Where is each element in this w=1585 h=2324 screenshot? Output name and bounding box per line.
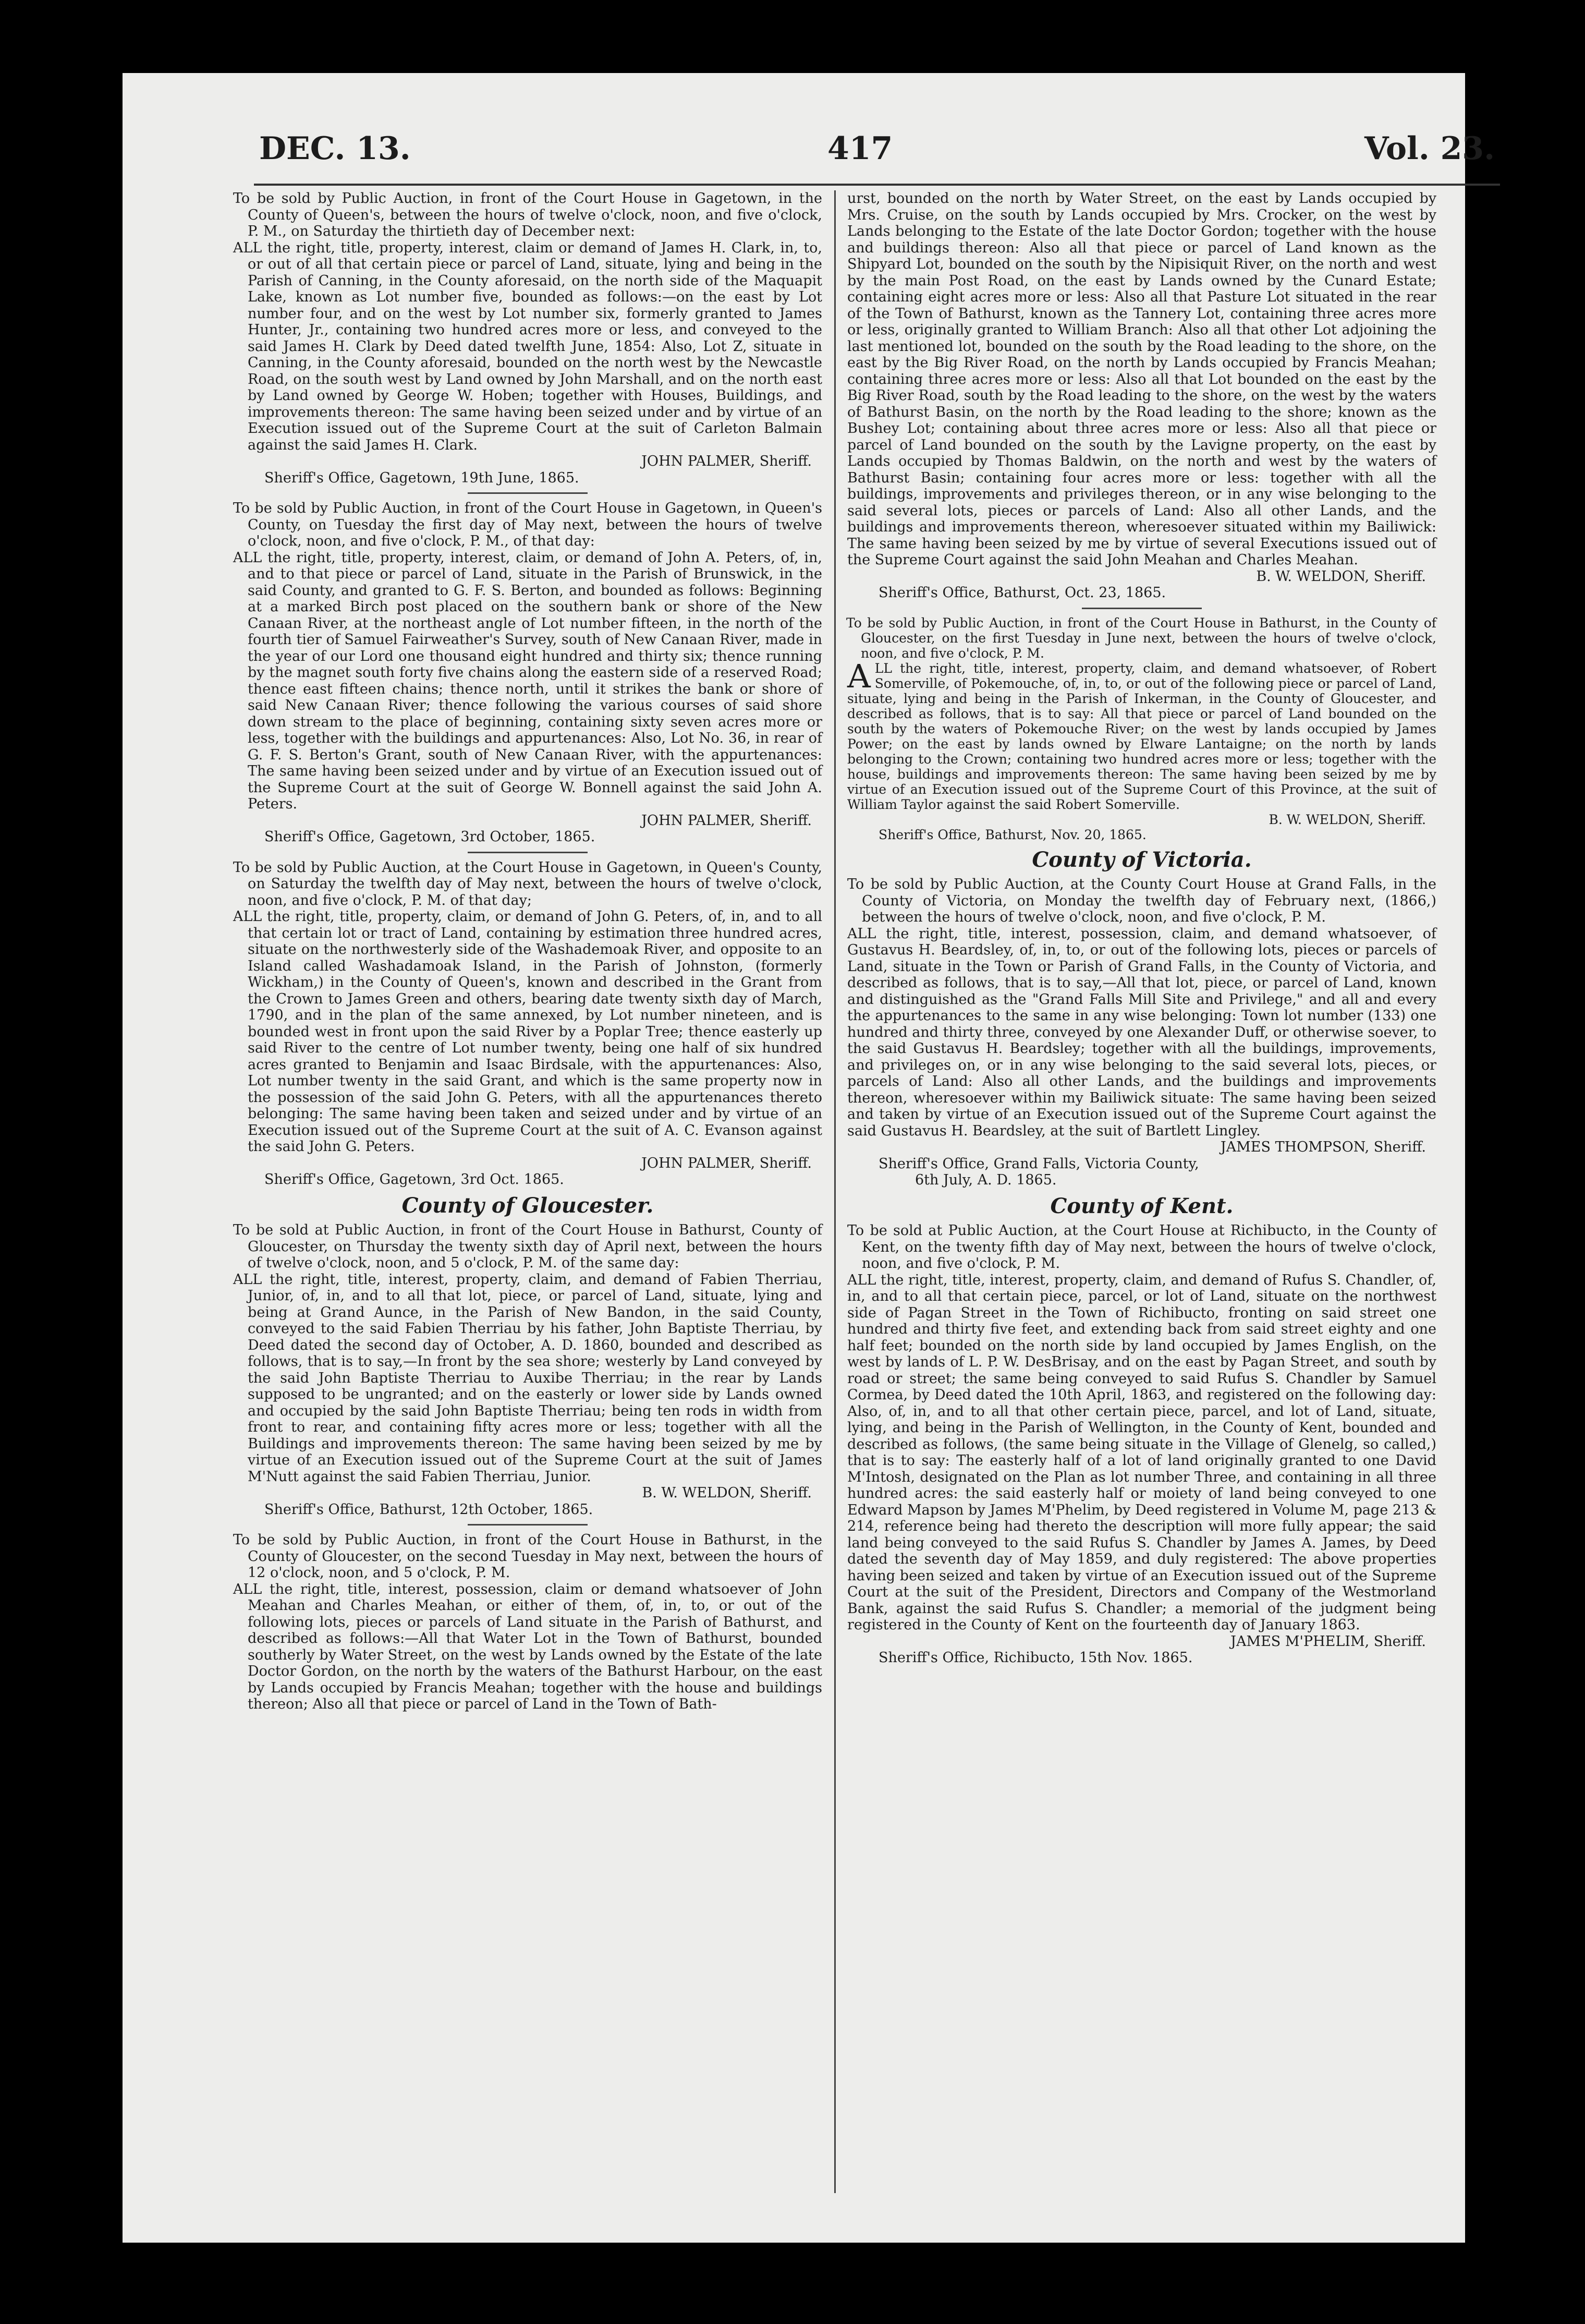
notice-body: urst, bounded on the north by Water Street, on the east by Lands occupied by Mrs. Cruise, on the south by Lands occupied by Mrs. Crocker, on the west by Lands belonging to the Estate of the late Doctor Gordon; together with the house and buildings thereon: Also all that piece or parcel of Land known as the Shipyard Lot, bounded on the south by the Nipisiquit River, on the north and west by the main Post Road, on the east by Lands owned by the Cunard Estate; containing eight acres more or less: Also all that Pasture Lot situated in the rear of the Town of Bathurst, known as the Tannery Lot, containing three acres more or less, originally granted to William Branch: Also all that other Lot adjoining the last mentioned lot, bounded on the south by the Road leading to the shore, on the east by the Big River Road, on the north by Lands occupied by Francis Meahan; containing three acres more or less: Also all that Lot bounded on the east by the Big River Road, south by the Road leading to the shore, on the west by the waters of Bathurst Basin, on the north by the Road leading to the shore; known as the Bushey Lot; containing about three acres more or less: Also all that piece or parcel of Land bounded on the south by the Lavigne property, on the east by Lands occupied by Thomas Baldwin, on the north and west by the waters of Bathurst Basin; containing four acres more or less: together with all the buildings, improvements and privileges thereon, or in any wise belonging to the said several lots, pieces or parcels of Land: Also all other Lands, and the buildings and improvements thereon, wheresoever situated within my Bailiwick: The same having been seized by me by virtue of several Executions issued out of the Supreme Court against the said John Meahan and Charles Meahan.: [847, 190, 1436, 568]
notice-signature: B. W. WELDON, Sheriff.: [1256, 568, 1426, 585]
notice-separator: [1082, 608, 1202, 609]
notice-signature: JOHN PALMER, Sheriff.: [641, 812, 812, 829]
page-number: 417: [827, 130, 893, 167]
notice-office: Sheriff's Office, Gagetown, 19th June, 1865.: [264, 469, 579, 486]
notice-lead: To be sold by Public Auction, in front of the Court House in Gagetown, in the County of Queen's, between the hours of twelve o'clock, noon, and five o'clock, P. M., on Saturday the thirtieth day of December next:: [233, 190, 822, 239]
newspaper-page: [123, 73, 1495, 2243]
drop-cap: A: [847, 657, 871, 695]
notice-therriau: [233, 1222, 822, 1518]
notice-body: ALL the right, title, interest, property, claim, and demand of Rufus S. Chandler, of, in, and to all that certain piece, parcel, or lot of Land, situate on the northwest side of Pagan Street in the Town of Richibucto, fronting on said street one hundred and thirty five feet, and extending back from said street eighty and one half feet; bounded on the north side by land occupied by James English, on the west by lands of L. P. W. DesBrisay, and on the east by Pagan Street, and south by road or street; the same being conveyed to said Rufus S. Chandler by Samuel Cormea, by Deed dated the 10th April, 1863, and registered on the following day: Also, of, in, and to all that other certain piece, parcel, and lot of Land, situate, lying, and being in the Parish of Wellington, in the County of Kent, bounded and described as follows, (the same being situate in the Village of Glenelg, so called,) that is to say: The easterly half of a lot of land originally granted to one David M'Intosh, designated on the Plan as lot number Three, and containing in all three hundred acres: the said easterly half or moiety of land being conveyed to one Edward Mapson by James M'Phelim, by Deed registered in Volume M, page 213 & 214, reference being had thereto the description will more fully appear; the said land being conveyed to the said Rufus S. Chandler by James A. James, by Deed dated the seventh day of May 1859, and duly registered: The above properties having been seized and taken by virtue of an Execution issued out of the Supreme Court at the suit of the President, Directors and Company of the Westmorland Bank, against the said Rufus S. Chandler; a memorial of the judgment being registered in the County of Kent on the fourteenth day of January 1863.: [847, 1272, 1436, 1633]
notice-signature: JOHN PALMER, Sheriff.: [641, 453, 812, 469]
notice-office: Sheriff's Office, Bathurst, Oct. 23, 1865.: [879, 585, 1166, 601]
notice-body: ALL the right, title, property, interest, claim or demand of James H. Clark, in, to, or out of all that certain piece or parcel of Land, situate, lying and being in the Parish of Canning, in the County aforesaid, on the north side of the Maquapit Lake, known as Lot number five, bounded as follows:—on the east by Lot number four, and on the west by Lot number six, formerly granted to James Hunter, Jr., containing two hundred acres more or less, and conveyed to the said James H. Clark by Deed dated twelfth June, 1854: Also, Lot Z, situate in Canning, in the County aforesaid, bounded on the north west by the Newcastle Road, on the south west by Land owned by John Marshall, and on the north east by Land owned by George W. Hoben; together with Houses, Buildings, and improvements thereon: The same having been seized under and by virtue of an Execution issued out of the Supreme Court at the suit of Carleton Balmain against the said James H. Clark.: [233, 239, 822, 453]
notice-separator: [468, 1524, 588, 1526]
notice-office: Sheriff's Office, Gagetown, 3rd Oct. 1865.: [264, 1171, 564, 1188]
header-date: DEC. 13.: [259, 130, 411, 167]
notice-body: LL the right, title, interest, property, claim, and demand whatsoever, of Robert Somerville, of Pokemouche, of, in, to, or out of the following piece or parcel of Land, situate, lying and being in the Parish of Inkerman, in the County of Gloucester, and described as follows, that is to say: All that piece or parcel of Land bounded on the south by the waters of Pokemouche River; on the west by lands occupied by James Power; on the east by lands owned by Elware Lantaigne; on the north by lands belonging to the Crown; containing two hundred acres more or less; together with the house, buildings and improvements thereon: The same having been seized by me by virtue of an Execution issued out of the Supreme Court of this Province, at the suit of William Taylor against the said Robert Somerville.: [847, 660, 1436, 812]
notice-body: ALL the right, title, interest, property, claim, and demand of Fabien Therriau, Junior, of, in, and to all that lot, piece, or parcel of Land, situate, lying and being at Grand Aunce, in the Parish of New Bandon, in the said County, conveyed to the said Fabien Therriau by his father, John Baptiste Therriau, by Deed dated the second day of October, A. D. 1860, bounded and described as follows, that is to say,—In front by the sea shore; westerly by Land conveyed by the said John Baptiste Therriau to Auxibe Therriau; in the rear by Lands supposed to be ungranted; and on the easterly or lower side by Lands owned and occupied by the said John Baptiste Therriau; being ten rods in width from front to rear, and containing fifty acres more or less; together with all the Buildings and improvements thereon: The same having been seized by me by virtue of an Execution issued out of the Supreme Court at the suit of James M'Nutt against the said Fabien Therriau, Junior.: [233, 1271, 822, 1485]
notice-clark: [233, 190, 822, 486]
notice-signature: JAMES THOMPSON, Sheriff.: [1220, 1139, 1426, 1155]
notice-meahan-part2: [847, 190, 1436, 601]
notice-separator: [468, 492, 588, 494]
notice-peters-john-g: [233, 860, 822, 1188]
column-divider: [834, 190, 836, 2193]
notice-body: ALL the right, title, interest, possession, claim, and demand whatsoever, of Gustavus H. Beardsley, of, in, to, or out of the following lots, pieces or parcels of Land, situate in the Town or Parish of Grand Falls, in the County of Victoria, and described as follows, that is to say,—All that lot, piece, or parcel of Land, known and distinguished as the "Grand Falls Mill Site and Privilege," and all and every the appurtenances to the same in any wise belonging: Town lot number (133) one hundred and thirty three, conveyed by one Alexander Duff, or otherwise soever, to the said Gustavus H. Beardsley; together with all the buildings, improvements, and privileges on, or in any wise belonging to the said several lots, pieces, or parcels of Land: Also all other Lands, and the buildings and improvements thereon, wheresoever within my Bailiwick situate: The same having been seized and taken by virtue of an Execution issued out of the Supreme Court against the said Gustavus H. Beardsley, at the suit of Bartlett Lingley.: [847, 925, 1436, 1139]
notice-office: Sheriff's Office, Richibucto, 15th Nov. 1865.: [879, 1650, 1193, 1666]
notice-office: Sheriff's Office, Gagetown, 3rd October, 1865.: [264, 829, 595, 845]
header-rule: [254, 184, 1500, 186]
notice-lead: To be sold by Public Auction, at the County Court House at Grand Falls, in the County of Victoria, on Monday the twelfth day of February next, (1866,) between the hours of twelve o'clock, noon, and five o'clock, P. M.: [847, 876, 1436, 925]
page-header: [259, 130, 1495, 198]
notice-lead: To be sold by Public Auction, in front of the Court House in Gagetown, in Queen's County, on Tuesday the first day of May next, between the hours of twelve o'clock, noon, and five o'clock, P. M., of that day:: [233, 500, 822, 549]
notice-separator: [468, 852, 588, 853]
section-heading-gloucester: County of Gloucester.: [401, 1193, 654, 1218]
notice-chandler: [847, 1222, 1436, 1666]
notice-meahan-part1: [233, 1532, 822, 1713]
notice-office: Sheriff's Office, Bathurst, Nov. 20, 1865.: [879, 827, 1147, 842]
notice-lead: To be sold by Public Auction, at the Court House in Gagetown, in Queen's County, on Saturday the twelfth day of May next, between the hours of twelve o'clock, noon, and five o'clock, P. M. of that day;: [233, 859, 822, 909]
notice-body: ALL the right, title, property, claim, or demand of John G. Peters, of, in, and to all that certain lot or tract of Land, containing by estimation three hundred acres, situate on the northwesterly side of the Washademoak River, and opposite to an Island called Washadamoak Island, in the Parish of Johnston, (formerly Wickham,) in the County of Queen's, known and described in the Grant from the Crown to James Green and others, bearing date twenty sixth day of March, 1790, and in the plan of the same annexed, by Lot number nineteen, and is bounded west in front upon the said River by a Poplar Tree; thence easterly up said River to the centre of Lot number twenty, being one half of six hundred acres granted to Benjamin and Isaac Birdsale, with the appurtenances: Also, Lot number twenty in the said Grant, and which is the same property now in the possession of the said John G. Peters, with all the appurtenances thereto belonging: The same having been taken and seized under and by virtue of an Execution issued out of the Supreme Court at the suit of A. C. Evanson against the said John G. Peters.: [233, 909, 822, 1155]
section-heading-kent: County of Kent.: [1050, 1193, 1234, 1218]
notice-body: ALL the right, title, interest, possession, claim or demand whatsoever of John Meahan and Charles Meahan, or either of them, of, in, to, or out of the following lots, pieces or parcels of Land situate in the Parish of Bathurst, and described as follows:—All that Water Lot in the Town of Bathurst, bounded southerly by Water Street, on the west by Lands owned by the Estate of the late Doctor Gordon, on the north by the waters of the Bathurst Harbour, on the east by Lands occupied by Francis Meahan; together with the house and buildings thereon; Also all that piece or parcel of Land in the Town of Bath-: [233, 1581, 822, 1712]
notice-office: Sheriff's Office, Grand Falls, Victoria County,: [879, 1155, 1199, 1172]
left-column: [233, 190, 822, 2204]
notice-lead: To be sold at Public Auction, in front of the Court House in Bathurst, County of Gloucester, on Thursday the twenty sixth day of April next, between the hours of twelve o'clock, noon, and 5 o'clock, P. M. of the same day:: [233, 1222, 822, 1271]
notice-somerville: [847, 615, 1436, 842]
notice-peters-john-a: [233, 500, 822, 845]
volume-number: Vol. 23.: [1364, 130, 1495, 167]
notice-beardsley: [847, 876, 1436, 1189]
notice-body: ALL the right, title, property, interest, claim, or demand of John A. Peters, of, in, and to that piece or parcel of Land, situate in the Parish of Brunswick, in the said County, and granted to G. F. S. Berton, and bounded as follows: Beginning at a marked Birch post placed on the southern bank or shore of the New Canaan River, at the northeast angle of Lot number fifteen, in the north of the fourth tier of Samuel Fairweather's Survey, south of New Canaan River, made in the year of our Lord one thousand eight hundred and thirty six; thence running by the magnet south forty five chains along the eastern side of a reserved Road; thence east fifteen chains; thence north, until it strikes the bank or shore of said New Canaan River; thence following the various courses of said shore down stream to the place of beginning, containing sixty seven acres more or less, together with the buildings and appurtenances: Also, Lot No. 36, in rear of G. F. S. Berton's Grant, south of New Canaan River, with the appurtenances: The same having been seized under and by virtue of an Execution issued out of the Supreme Court at the suit of George W. Bonnell against the said John A. Peters.: [233, 549, 822, 812]
notice-office: Sheriff's Office, Bathurst, 12th October, 1865.: [264, 1501, 593, 1518]
notice-signature: B. W. WELDON, Sheriff.: [1269, 812, 1426, 827]
notice-signature: JAMES M'PHELIM, Sheriff.: [1230, 1633, 1426, 1650]
notice-lead: To be sold by Public Auction, in front of the Court House in Bathurst, in the County of Gloucester, on the second Tuesday in May next, between the hours of 12 o'clock, noon, and 5 o'clock, P. M.: [233, 1532, 822, 1581]
notice-signature: B. W. WELDON, Sheriff.: [642, 1485, 812, 1501]
right-column: [847, 190, 1436, 2204]
notice-lead: To be sold at Public Auction, at the Court House at Richibucto, in the County of Kent, on the twenty fifth day of May next, between the hours of twelve o'clock, noon, and five o'clock, P. M.: [847, 1222, 1436, 1272]
notice-office-date: 6th July, A. D. 1865.: [915, 1172, 1057, 1188]
section-heading-victoria: County of Victoria.: [1032, 847, 1252, 872]
notice-signature: JOHN PALMER, Sheriff.: [641, 1155, 812, 1171]
notice-lead: To be sold by Public Auction, in front of the Court House in Bathurst, in the County of Gloucester, on the first Tuesday in June next, between the hours of twelve o'clock, noon, and five o'clock, P. M.: [846, 615, 1436, 661]
